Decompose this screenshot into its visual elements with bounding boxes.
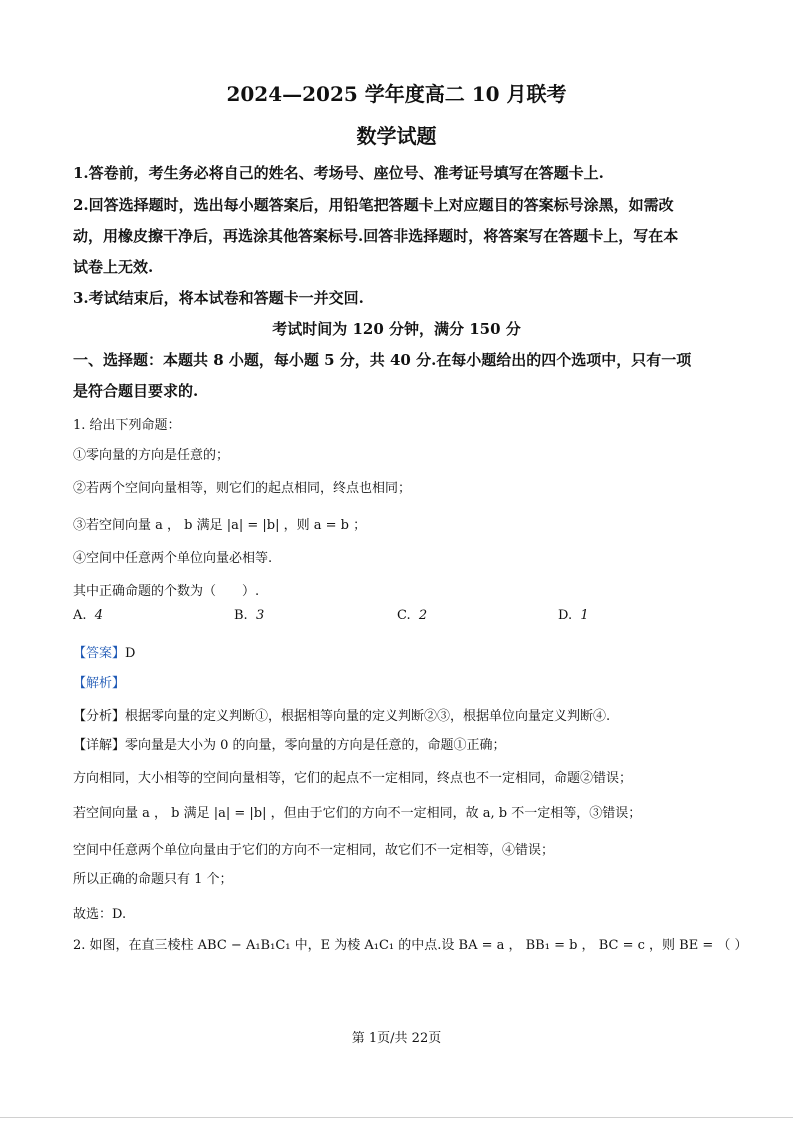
page-bottom-rule bbox=[0, 1117, 793, 1118]
q1-answer bbox=[73, 642, 135, 661]
option-value: 3 bbox=[255, 608, 265, 623]
instruction-3: 3.考试结束后，将本试卷和答题卡一并交回. bbox=[73, 289, 364, 307]
instruction-1: 1.答卷前，考生务必将自己的姓名、考场号、座位号、准考证号填写在答题卡上. bbox=[73, 164, 604, 182]
q1-detail-5: 所以正确的命题只有 1 个； bbox=[73, 872, 233, 887]
q1-option-d bbox=[558, 608, 589, 623]
instruction-2: 2.回答选择题时，选出每小题答案后，用铅笔把答题卡上对应题目的答案标号涂黑，如需改 bbox=[73, 196, 674, 214]
q1-stem: 1. 给出下列命题： bbox=[73, 418, 181, 433]
q1-proposition-2: ②若两个空间向量相等，则它们的起点相同，终点也相同； bbox=[73, 481, 412, 496]
fenxi-text: 根据零向量的定义判断①，根据相等向量的定义判断②③，根据单位向量定义判断④. bbox=[125, 709, 611, 724]
answer-value: D bbox=[125, 646, 136, 661]
exam-info: 考试时间为 120 分钟，满分 150 分 bbox=[272, 320, 521, 338]
option-value: 4 bbox=[94, 608, 104, 623]
section-heading-cont: 是符合题目要求的. bbox=[73, 382, 199, 400]
exam-subtitle: 数学试题 bbox=[356, 124, 437, 148]
fenxi-tag: 【分析】 bbox=[73, 709, 126, 724]
option-label: C. bbox=[397, 608, 411, 623]
section-heading: 一、选择题：本题共 8 小题，每小题 5 分，共 40 分.在每小题给出的四个选项中，只有一项 bbox=[73, 351, 692, 369]
answer-tag: 【答案】 bbox=[73, 646, 126, 661]
q1-fenxi bbox=[73, 705, 610, 724]
q1-xiangjie bbox=[73, 734, 506, 753]
q1-detail-3: 若空间向量 a ， b 满足 |a| = |b| ，但由于它们的方向不一定相同，故 a, b 不一定相等，③错误； bbox=[73, 806, 642, 821]
instruction-2-cont: 动，用橡皮擦干净后，再选涂其他答案标号.回答非选择题时，将答案写在答题卡上，写在本 bbox=[73, 227, 679, 245]
q1-option-b bbox=[234, 608, 264, 623]
q1-proposition-4: ④空间中任意两个单位向量必相等. bbox=[73, 551, 273, 566]
option-value: 2 bbox=[418, 608, 428, 623]
q1-option-a bbox=[73, 608, 103, 623]
q1-detail-6: 故选：D. bbox=[73, 907, 127, 922]
page-number: 第 1页/共 22页 bbox=[351, 1031, 442, 1046]
q1-proposition-3: ③若空间向量 a ， b 满足 |a| = |b| ，则 a = b ； bbox=[73, 518, 367, 533]
q1-detail-4: 空间中任意两个单位向量由于它们的方向不一定相同，故它们不一定相等，④错误； bbox=[73, 843, 555, 858]
q2-stem: 2. 如图，在直三棱柱 ABC − A₁B₁C₁ 中，E 为棱 A₁C₁ 的中点.设 BA = a ， BB₁ = b ， BC = c ，则 BE = （ ） bbox=[73, 938, 748, 953]
instruction-2-end: 试卷上无效. bbox=[73, 258, 154, 276]
option-label: A. bbox=[73, 608, 87, 623]
option-value: 1 bbox=[580, 608, 589, 623]
q1-proposition-1: ①零向量的方向是任意的； bbox=[73, 448, 230, 463]
q1-detail-2: 方向相同，大小相等的空间向量相等，它们的起点不一定相同，终点也不一定相同，命题②错误； bbox=[73, 771, 633, 786]
q1-option-c bbox=[397, 608, 427, 623]
xiangjie-text: 零向量是大小为 0 的向量，零向量的方向是任意的，命题①正确； bbox=[125, 738, 506, 753]
option-label: D. bbox=[558, 608, 573, 623]
analysis-tag: 【解析】 bbox=[73, 676, 126, 691]
option-label: B. bbox=[234, 608, 248, 623]
xiangjie-tag: 【详解】 bbox=[73, 738, 126, 753]
exam-title: 2024—2025 学年度高二 10 月联考 bbox=[226, 82, 567, 106]
q1-question: 其中正确命题的个数为（ ）. bbox=[73, 584, 260, 599]
